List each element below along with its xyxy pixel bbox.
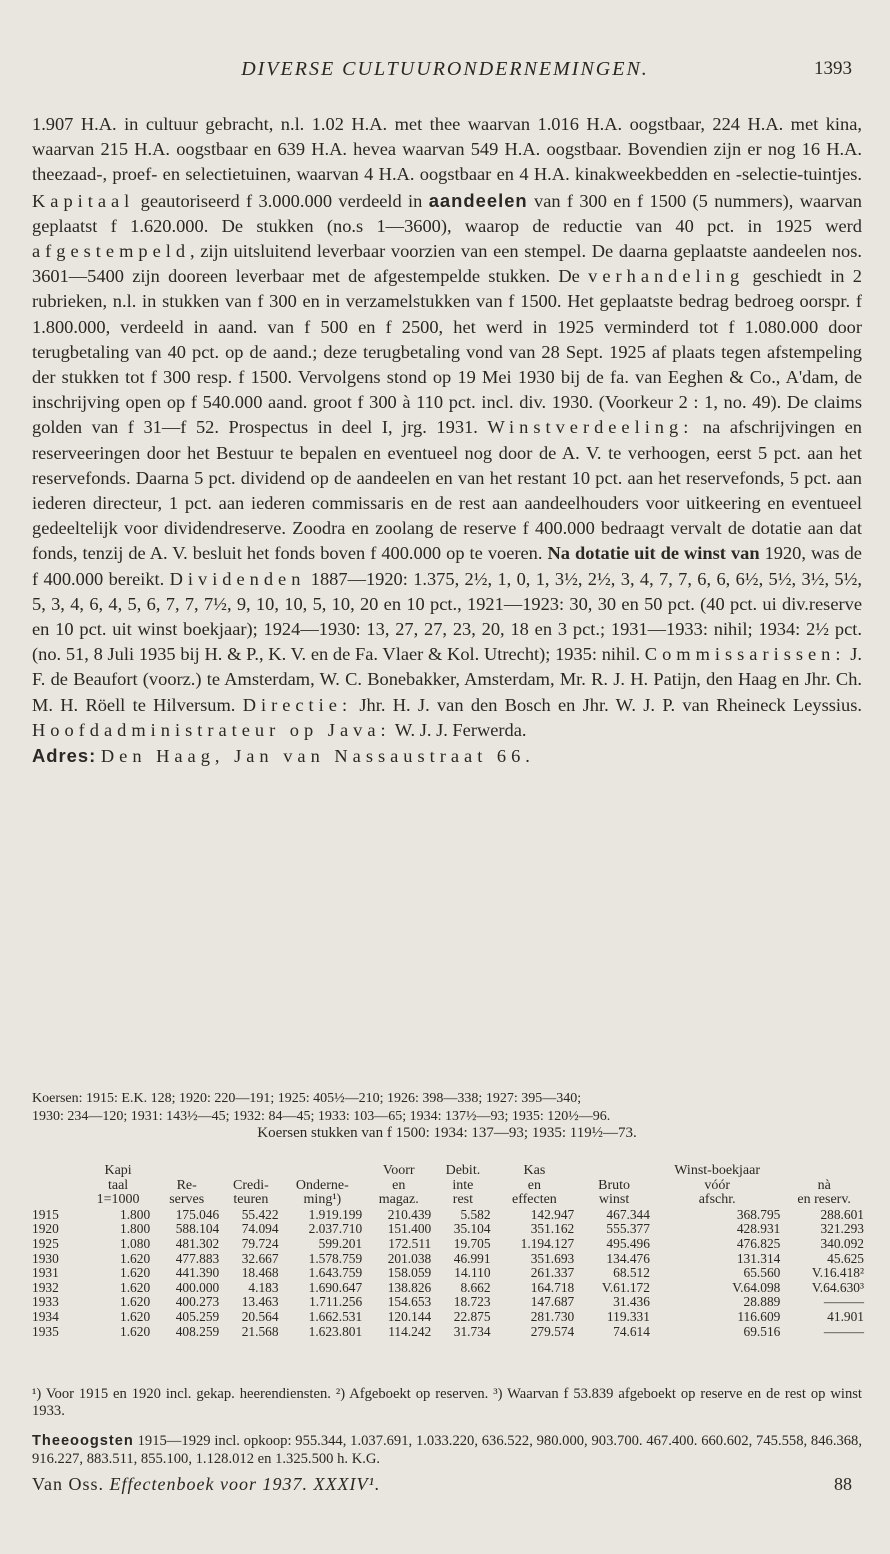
table-cell: 41.901 xyxy=(827,1308,864,1324)
year-cell: 1931 xyxy=(32,1265,59,1281)
table-cell: 1.662.531 xyxy=(308,1308,363,1324)
commissarissen-heading: Commissarissen: xyxy=(644,644,846,665)
table-cell: 154.653 xyxy=(387,1294,432,1310)
table-cell: 2.037.710 xyxy=(308,1221,363,1237)
table-row xyxy=(30,1237,866,1252)
table-cell: 79.724 xyxy=(241,1235,279,1251)
winstverdeeling-heading: Winstverdeeling: xyxy=(487,417,694,438)
table-cell: 74.094 xyxy=(241,1221,279,1237)
table-cell: 400.000 xyxy=(175,1279,220,1295)
year-cell: 1920 xyxy=(32,1221,59,1237)
table-cell: 32.667 xyxy=(241,1250,279,1266)
table-cell: 158.059 xyxy=(387,1265,432,1281)
table-header-row xyxy=(30,1164,866,1208)
financial-table xyxy=(30,1164,866,1339)
year-cell: 1925 xyxy=(32,1235,59,1251)
table-cell: 13.463 xyxy=(241,1294,279,1310)
table-cell: 1.620 xyxy=(120,1323,151,1339)
table-cell: 1.643.759 xyxy=(308,1265,363,1281)
table-cell: 18.723 xyxy=(453,1294,491,1310)
page-number: 1393 xyxy=(814,58,852,79)
stamp-text: , zijn uitsluitend leverbaar voorzien van een stempel. De daarna geplaatste aandeelen nos. 3601—5400 zijn dooreen leverbaar met de afgestempelde stukken. De xyxy=(32,241,862,287)
table-cell: 172.511 xyxy=(388,1235,432,1251)
table-cell: 467.344 xyxy=(606,1206,650,1222)
directie-heading: Directie: xyxy=(242,694,353,715)
publisher-name: Van Oss. xyxy=(32,1474,105,1494)
table-cell: 116.609 xyxy=(737,1308,781,1324)
table-cell: 281.730 xyxy=(530,1308,575,1324)
reserve-reached-text: 1920, was de f 400.000 bereikt. xyxy=(32,543,862,589)
table-row xyxy=(30,1310,866,1325)
year-cell: 1915 xyxy=(32,1206,59,1222)
column-header: Kas en effecten xyxy=(511,1163,557,1208)
column-header: Credi- teuren xyxy=(233,1177,269,1208)
prices-line-1500: Koersen stukken van f 1500: 1934: 137—93; 1935: 119½—73. xyxy=(257,1125,637,1141)
description-paragraph xyxy=(32,112,862,743)
table-cell: V.64.098 xyxy=(732,1279,781,1295)
table-cell: V.64.630³ xyxy=(811,1279,864,1295)
table-cell: 164.718 xyxy=(530,1279,575,1295)
table-cell: 45.625 xyxy=(827,1250,864,1266)
table-cell: 19.705 xyxy=(453,1235,491,1251)
running-title: DIVERSE CULTUURONDERNEMINGEN. xyxy=(241,58,649,80)
cultivation-text: 1.907 H.A. in cultuur gebracht, n.l. 1.02 H.A. met thee waarvan 1.016 H.A. oogstbaar, 224 H.A. met kina, waarvan 215 H.A. oogstbaar en 639 H.A. hevea waarvan 549 H.A. oogstbaar. Bovendien zijn er nog 16 H.A. theezaad-, proef- en selectietuinen, waarvan 4 H.A. oogstbaar en 4 H.A. kinakweekbedden en -selectie-tuintjes. xyxy=(32,114,862,185)
profit-distribution-text: na afschrijvingen en reserveeringen door het Bestuur te bepalen en eventueel nog door de A. V. te verhoogen, eerst 5 pct. aan het reservefonds. Daarna 5 pct. dividend op de aandeelen en van het restant 10 pct. aan het reservefonds, 5 pct. aan iederen directeur, 1 pct. aan iederen commissaris en de rest aan aandeelhouders voor uitkeering en eventueel gedeeltelijk voor dividendreserve. Zoodra en zoolang de reserve f 400.000 bedraagt vervalt de dotatie aan dat fonds, tenzij de A. V. besluit het fonds boven f 400.000 op te voeren. xyxy=(32,417,862,564)
table-cell: 35.104 xyxy=(453,1221,491,1237)
table-cell: 1.620 xyxy=(120,1294,151,1310)
table-cell: 1.690.647 xyxy=(308,1279,363,1295)
table-cell: 119.331 xyxy=(606,1308,650,1324)
company-description xyxy=(32,112,862,769)
theeoogsten-label: Theeoogsten xyxy=(32,1433,134,1449)
year-cell: 1934 xyxy=(32,1308,59,1324)
table-cell: 408.259 xyxy=(175,1323,220,1339)
signature-number: 88 xyxy=(834,1474,852,1494)
book-title: Effectenboek voor 1937. xyxy=(109,1474,308,1494)
column-header: Debit. inte rest xyxy=(445,1163,481,1208)
afgestempeld-term: afgestempeld xyxy=(32,241,191,262)
column-header: Bruto winst xyxy=(598,1177,631,1208)
address-line xyxy=(32,743,862,769)
table-cell: 279.574 xyxy=(530,1323,575,1339)
adres-label: Adres: xyxy=(32,745,97,767)
dotatie-bold-text: Na dotatie uit de winst van xyxy=(547,543,760,564)
capital-text: geautoriseerd f 3.000.000 verdeeld in xyxy=(140,190,423,211)
table-cell: 351.162 xyxy=(530,1221,575,1237)
trading-text: geschiedt in 2 rubrieken, n.l. in stukken van f 300 en in verzamelstukken van f 1500. Het geplaatste bedrag bedroeg oorspr. f 1.800.000, verdeeld in aand. van f 500 en f 2500, het werd in 1925 verminderd tot f 1.080.000 door terugbetaling van 40 pct. op de aand.; deze terugbetaling vond van 28 Sept. 1925 af plaats tegen afstempeling der stukken tot f 300 resp. f 1500. Vervolgens stond op 19 Mei 1930 bij de fa. van Eeghen & Co., A'dam, de inschrijving open op f 540.000 aand. groot f 300 à 110 pct. incl. div. 1930. (Voorkeur 2 : 1, no. 49). De claims golden van f 31—f 52. Prospectus in deel I, jrg. 1931. xyxy=(32,266,862,438)
table-cell: 5.582 xyxy=(460,1206,491,1222)
table-cell: 1.711.256 xyxy=(309,1294,363,1310)
page-footer xyxy=(32,1474,862,1502)
table-cell: 1.919.199 xyxy=(308,1206,363,1222)
table-cell: 368.795 xyxy=(736,1206,781,1222)
table-footnote: ¹) Voor 1915 en 1920 incl. gekap. heerendiensten. ²) Afgeboekt op reserven. ³) Waarvan f 53.839 afgeboekt op reserve en de rest op winst 1933. xyxy=(32,1386,862,1419)
table-cell: 18.468 xyxy=(241,1265,279,1281)
column-header: Winst-boekjaar vóór afschr. xyxy=(674,1163,761,1208)
verhandeling-heading: verhandeling xyxy=(588,266,745,287)
table-cell: 1.623.801 xyxy=(308,1323,363,1339)
table-body xyxy=(30,1208,866,1339)
column-header: nà en reserv. xyxy=(797,1177,851,1208)
table-cell: ——— xyxy=(823,1323,864,1339)
table-cell: 1.620 xyxy=(120,1308,151,1324)
table-cell: 261.337 xyxy=(530,1265,575,1281)
adres-value: Den Haag, Jan van Nassaustraat 66. xyxy=(100,746,535,767)
table-cell: 65.560 xyxy=(743,1265,781,1281)
table-cell: 1.080 xyxy=(120,1235,151,1251)
table-cell: 495.496 xyxy=(606,1235,650,1251)
table-cell: 555.377 xyxy=(606,1221,650,1237)
table-cell: 151.400 xyxy=(387,1221,432,1237)
column-header: Onderne- ming¹) xyxy=(295,1177,349,1208)
table-cell: 20.564 xyxy=(241,1308,279,1324)
table-row xyxy=(30,1295,866,1310)
table-row xyxy=(30,1252,866,1267)
table-cell: 22.875 xyxy=(453,1308,491,1324)
shares-text: van f 300 en f 1500 (5 nummers), waarvan geplaatst f 1.620.000. De stukken (no.s 1—3600), waarop de reductie van 40 pct. in 1925 werd xyxy=(32,190,862,236)
table-cell: V.16.418² xyxy=(811,1265,864,1281)
kapitaal-heading: Kapitaal xyxy=(32,190,135,211)
table-cell: 481.302 xyxy=(175,1235,220,1251)
prices-line: Koersen: 1915: E.K. 128; 1920: 220—191; 1925: 405½—210; 1926: 398—338; 1927: 395—340; xyxy=(32,1091,582,1106)
table-cell: 476.825 xyxy=(736,1235,781,1251)
table-row xyxy=(30,1222,866,1237)
table-cell: 142.947 xyxy=(530,1206,575,1222)
table-cell: 477.883 xyxy=(175,1250,220,1266)
dividenden-heading: Dividenden xyxy=(169,568,306,589)
table-cell: 588.104 xyxy=(175,1221,220,1237)
table-cell: 69.516 xyxy=(743,1323,781,1339)
table-cell: 114.242 xyxy=(388,1323,432,1339)
table-cell: 1.620 xyxy=(120,1250,151,1266)
year-cell: 1930 xyxy=(32,1250,59,1266)
table-cell: 1.800 xyxy=(120,1221,151,1237)
table-cell: 210.439 xyxy=(387,1206,432,1222)
table-row xyxy=(30,1266,866,1281)
table-cell: 1.194.127 xyxy=(520,1235,575,1251)
dividend-history-text: 1887—1920: 1.375, 2½, 1, 0, 1, 3½, 2½, 3, 4, 7, 7, 6, 6, 6½, 5½, 3½, 5½, 5, 3, 4, 6, 4, 5, 6, 7, 7, 7½, 9, 10, 10, 5, 10, 20 en 10 pct., 1921—1923: 30, 30 en 50 pct. (40 pct. ui div.reserve en 10 pct. uit winst boekjaar); 1924—1930: 13, 27, 27, 23, 20, 18 en 3 pct.; 1931—1933: nihil; 1934: 2½ pct. (no. 51, 8 Juli 1935 bij H. & P., K. V. en de Fa. Vlaer & Kol. Utrecht); 1935: nihil. xyxy=(32,568,862,665)
table-row xyxy=(30,1281,866,1296)
column-header: Voorr en magaz. xyxy=(378,1163,419,1208)
table-cell: 1.800 xyxy=(120,1206,151,1222)
tea-harvests xyxy=(32,1432,862,1468)
table-cell: 21.568 xyxy=(241,1323,279,1339)
table-cell: 175.046 xyxy=(175,1206,220,1222)
table-cell: ——— xyxy=(823,1294,864,1310)
table-cell: 134.476 xyxy=(606,1250,650,1266)
table-cell: 599.201 xyxy=(318,1235,363,1251)
column-header: Re- serves xyxy=(169,1177,205,1208)
theeoogsten-text: 1915—1929 incl. opkoop: 955.344, 1.037.691, 1.033.220, 636.522, 980.000, 903.700. 467.400. 660.602, 745.558, 846.368, 916.227, 883.511, 855.100, 1.128.012 en 1.325.500 h. K.G. xyxy=(32,1433,862,1467)
table-cell: 8.662 xyxy=(460,1279,491,1295)
table-cell: 74.614 xyxy=(613,1323,650,1339)
table-cell: 131.314 xyxy=(736,1250,781,1266)
table-cell: 28.889 xyxy=(743,1294,781,1310)
table-cell: 68.512 xyxy=(613,1265,650,1281)
table-cell: 201.038 xyxy=(387,1250,432,1266)
table-cell: 400.273 xyxy=(175,1294,220,1310)
administrator-text: W. J. J. Ferwerda. xyxy=(394,719,527,740)
volume-mark: XXXIV¹. xyxy=(313,1474,381,1494)
table-cell: 1.620 xyxy=(120,1279,151,1295)
table-row xyxy=(30,1325,866,1340)
table-row xyxy=(30,1208,866,1223)
table-cell: 1.620 xyxy=(120,1265,151,1281)
table-cell: 4.183 xyxy=(248,1279,279,1295)
table-cell: 31.436 xyxy=(613,1294,650,1310)
table-cell: V.61.172 xyxy=(601,1279,650,1295)
table-cell: 351.693 xyxy=(530,1250,575,1266)
table-cell: 147.687 xyxy=(530,1294,575,1310)
table-cell: 321.293 xyxy=(820,1221,864,1237)
year-cell: 1933 xyxy=(32,1294,59,1310)
aandeelen-heading: aandeelen xyxy=(428,189,528,211)
column-header: Kapi taal 1=1000 xyxy=(96,1163,140,1208)
prices-line: 1930: 234—120; 1931: 143½—45; 1932: 84—45; 1933: 103—65; 1934: 137½—93; 1935: 120½—96. xyxy=(32,1108,611,1124)
publication-credit xyxy=(32,1474,380,1495)
table-cell: 405.259 xyxy=(175,1308,220,1324)
administrateur-heading: Hoofdadministrateur op Java: xyxy=(32,719,391,740)
commissioners-text: J. F. de Beaufort (voorz.) te Amsterdam, W. C. Bonebakker, Amsterdam, Mr. R. J. H. Patijn, den Haag en Jhr. Ch. M. H. Röell te Hilversum. xyxy=(32,644,862,715)
table-cell: 288.601 xyxy=(820,1206,864,1222)
table-cell: 428.931 xyxy=(736,1221,781,1237)
directors-text: Jhr. H. J. van den Bosch en Jhr. W. J. P. van Rheineck Leyssius. xyxy=(359,694,862,715)
table-cell: 340.092 xyxy=(820,1235,864,1251)
table-cell: 120.144 xyxy=(387,1308,432,1324)
table-cell: 31.734 xyxy=(453,1323,491,1339)
page-header xyxy=(0,58,890,88)
table-cell: 1.578.759 xyxy=(308,1250,363,1266)
column-header xyxy=(30,1164,84,1208)
table-cell: 138.826 xyxy=(387,1279,432,1295)
table-cell: 14.110 xyxy=(454,1265,491,1281)
year-cell: 1932 xyxy=(32,1279,59,1295)
table-cell: 441.390 xyxy=(175,1265,220,1281)
table-cell: 55.422 xyxy=(241,1206,279,1222)
table-cell: 46.991 xyxy=(453,1250,491,1266)
share-prices xyxy=(32,1090,862,1143)
year-cell: 1935 xyxy=(32,1323,59,1339)
